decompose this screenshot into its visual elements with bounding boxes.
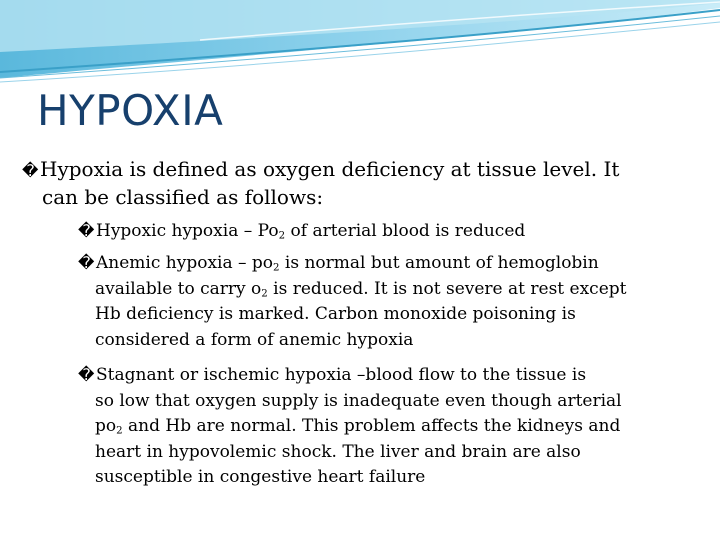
- stagnant-line-4: heart in hypovolemic shock. The liver and brain are also: [95, 441, 581, 462]
- bullet-glyph: �: [22, 161, 39, 180]
- stagnant-line-5: susceptible in congestive heart failure: [95, 467, 426, 487]
- anemic-l2-pre: available to carry o: [95, 278, 262, 299]
- anemic-line-4: considered a form of anemic hypoxia: [95, 329, 414, 350]
- stagnant-hypoxia-bullet: [78, 362, 688, 491]
- stagnant-line-2: so low that oxygen supply is inadequate even though arterial: [95, 390, 622, 411]
- anemic-l2-post: is reduced. It is not severe at rest except: [267, 278, 627, 299]
- hypoxic-text-pre: Hypoxic hypoxia – Po: [96, 221, 279, 241]
- anemic-line-3: Hb deficiency is marked. Carbon monoxide poisoning is: [95, 304, 576, 324]
- subscript-2: 2: [278, 230, 286, 242]
- hypoxic-text-post: of arterial blood is reduced: [285, 221, 526, 241]
- anemic-l1-pre: Anemic hypoxia – po: [96, 253, 274, 273]
- bullet-glyph: �: [78, 221, 95, 240]
- stagnant-l3-pre: po: [95, 416, 117, 436]
- subscript-2: 2: [261, 288, 268, 300]
- intro-line-2: can be classified as follows:: [42, 185, 324, 209]
- stagnant-line-3: [78, 414, 688, 440]
- stagnant-l3-post: and Hb are normal. This problem affects the kidneys and: [122, 416, 621, 436]
- subscript-2: 2: [116, 425, 123, 437]
- subscript-2: 2: [273, 262, 280, 274]
- anemic-hypoxia-bullet: [78, 250, 688, 353]
- slide-title: HYPOXIA: [37, 86, 224, 135]
- anemic-l1-post: is normal but amount of hemoglobin: [279, 253, 599, 273]
- stagnant-line-1: Stagnant or ischemic hypoxia –blood flow to the tissue is: [96, 365, 587, 385]
- bullet-glyph: �: [78, 253, 95, 272]
- header-wave-decoration: [0, 0, 720, 90]
- hypoxic-hypoxia-bullet: [78, 218, 688, 245]
- bullet-glyph: �: [78, 365, 95, 384]
- intro-line-1: Hypoxia is defined as oxygen deficiency at tissue level. It: [40, 157, 620, 181]
- intro-bullet: [22, 156, 702, 211]
- anemic-line-2: [78, 277, 688, 303]
